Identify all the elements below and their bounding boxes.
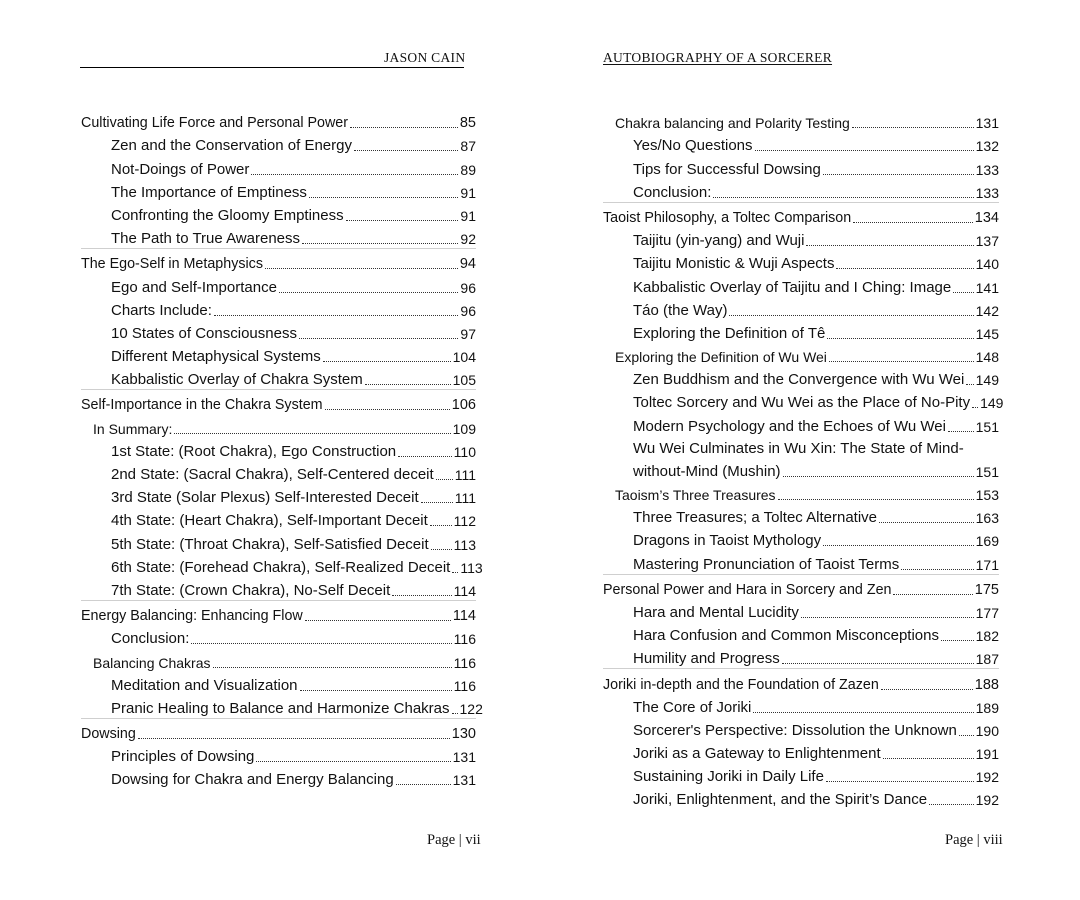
toc-entry-page: 92 — [460, 231, 476, 248]
page-number-right: Page | viii — [945, 832, 1003, 848]
toc-entry[interactable] — [603, 388, 1004, 412]
toc-entry-title: Zen Buddhism and the Convergence with Wu Wei — [633, 371, 965, 389]
toc-entry-page: 89 — [460, 161, 476, 178]
toc-entry[interactable] — [81, 413, 476, 436]
toc-entry-title: In Summary: — [93, 420, 173, 437]
running-head-author: JASON CAIN — [384, 50, 466, 65]
dot-leader — [883, 744, 974, 759]
dot-leader — [823, 531, 973, 546]
right-page — [540, 0, 1080, 900]
toc-entry-title: Cultivating Life Force and Personal Power — [81, 115, 349, 132]
toc-entry-title: Sorcerer's Perspective: Dissolution the Unknown — [633, 721, 957, 739]
toc-entry-title: Dragons in Taoist Mythology — [633, 532, 822, 550]
toc-entry-title: Kabbalistic Overlay of Chakra System — [111, 371, 363, 389]
toc-entry-page: 187 — [975, 651, 999, 668]
toc-entry-page: 116 — [453, 677, 476, 694]
toc-entry-page: 133 — [975, 161, 999, 178]
dot-leader — [829, 347, 974, 362]
toc-entry-title: 4th State: (Heart Chakra), Self-Important Deceit — [111, 512, 428, 530]
toc-entry-page: 94 — [459, 256, 476, 273]
toc-entry-page: 104 — [452, 349, 476, 366]
toc-entry[interactable] — [81, 272, 476, 295]
toc-entry[interactable] — [81, 365, 476, 388]
toc-entry-title: Joriki, Enlightenment, and the Spirit’s Dance — [633, 791, 928, 809]
dot-leader — [853, 208, 973, 223]
toc-entry-title: Hara Confusion and Common Misconceptions — [633, 627, 939, 645]
dot-leader — [778, 485, 974, 500]
dot-leader — [299, 324, 458, 339]
toc-entry-title: Humility and Progress — [633, 650, 780, 668]
dot-leader — [323, 347, 451, 362]
toc-entry-title: Modern Psychology and the Echoes of Wu Wei — [633, 417, 946, 435]
toc-entry-title: Exploring the Definition of Wu Wei — [615, 349, 827, 366]
toc-entry-page: 111 — [454, 467, 476, 483]
toc-entry[interactable] — [603, 296, 999, 319]
toc-entry-title: Ego and Self-Importance — [111, 278, 277, 296]
dot-leader — [753, 698, 973, 713]
toc-entry[interactable] — [603, 202, 999, 226]
dot-leader — [138, 724, 450, 739]
toc-entry-title: without-Mind (Mushin) — [633, 462, 781, 480]
toc-entry[interactable] — [81, 201, 476, 224]
toc-entry[interactable] — [603, 785, 999, 808]
toc-entry-page: 131 — [452, 772, 476, 789]
toc-entry[interactable] — [81, 178, 476, 201]
toc-entry-page: 190 — [975, 722, 999, 739]
toc-entry[interactable] — [603, 644, 999, 667]
toc-entry-title: 3rd State (Solar Plexus) Self-Interested Deceit — [111, 489, 419, 507]
toc-entry-title: Not-Doings of Power — [111, 160, 250, 178]
toc-entry[interactable] — [81, 600, 476, 624]
toc-entry-page: 131 — [975, 115, 999, 132]
page-number-left: Page | vii — [427, 832, 481, 848]
dot-leader — [801, 603, 974, 618]
toc-entry-title: Taijitu (yin-yang) and Wuji — [633, 232, 805, 250]
toc-entry[interactable] — [81, 460, 476, 483]
dot-leader — [214, 301, 459, 316]
toc-entry[interactable] — [81, 108, 476, 131]
toc-entry[interactable] — [81, 576, 476, 599]
toc-entry-page: 85 — [459, 115, 476, 132]
toc-entry-page: 133 — [975, 184, 999, 201]
toc-entry-page: 110 — [453, 443, 476, 460]
toc-entry-page: 113 — [460, 559, 483, 576]
toc-list-right — [603, 108, 1004, 809]
dot-leader — [350, 113, 458, 128]
toc-entry-title: 6th State: (Forehead Chakra), Self-Realized Deceit — [111, 558, 451, 576]
toc-entry-title: Dowsing — [81, 726, 136, 743]
toc-entry[interactable] — [603, 226, 999, 249]
toc-entry[interactable] — [81, 742, 476, 765]
toc-entry[interactable] — [603, 342, 999, 365]
toc-entry-page: 96 — [460, 279, 476, 296]
toc-entry[interactable] — [603, 739, 999, 762]
toc-entry-title: Yes/No Questions — [633, 137, 753, 155]
toc-entry-page: 182 — [975, 628, 999, 645]
toc-entry-title: Energy Balancing: Enhancing Flow — [81, 608, 303, 625]
toc-entry-page: 134 — [974, 209, 999, 226]
toc-entry[interactable] — [81, 296, 476, 319]
toc-entry-page: 122 — [459, 700, 483, 717]
toc-entry[interactable] — [603, 503, 999, 526]
dot-leader — [827, 324, 973, 339]
toc-entry-title: Chakra balancing and Polarity Testing — [615, 115, 850, 132]
toc-entry[interactable] — [603, 762, 999, 785]
toc-entry-title: Toltec Sorcery and Wu Wei as the Place of No-Pity — [633, 394, 971, 412]
dot-leader — [852, 113, 974, 128]
running-head-title: AUTOBIOGRAPHY OF A SORCERER — [603, 50, 833, 65]
toc-entry-page: 105 — [452, 372, 476, 389]
toc-entry-page: 192 — [975, 769, 999, 786]
toc-entry[interactable] — [81, 389, 476, 413]
toc-entry-title: Exploring the Definition of Tê — [633, 324, 826, 342]
toc-entry-page: 116 — [453, 654, 476, 671]
toc-entry[interactable] — [603, 716, 999, 739]
dot-leader — [966, 370, 973, 385]
dot-leader — [755, 136, 974, 151]
toc-entry[interactable] — [603, 154, 999, 177]
toc-entry[interactable] — [81, 624, 476, 647]
toc-entry-page: 192 — [975, 792, 999, 809]
dot-leader — [396, 770, 451, 785]
toc-entry-title: The Path to True Awareness — [111, 230, 301, 248]
toc-entry-title: Three Treasures; a Toltec Alternative — [633, 509, 878, 527]
toc-entry-title: Sustaining Joriki in Daily Life — [633, 768, 824, 786]
toc-entry[interactable] — [81, 342, 476, 365]
toc-entry[interactable] — [603, 435, 999, 457]
toc-entry-page: 177 — [975, 604, 999, 621]
dot-leader — [213, 653, 452, 668]
dot-leader — [953, 278, 973, 293]
toc-entry-page: 131 — [452, 749, 476, 766]
dot-leader — [309, 183, 458, 198]
toc-entry-page: 141 — [975, 279, 999, 296]
toc-entry-title: 5th State: (Throat Chakra), Self-Satisfied Deceit — [111, 535, 429, 553]
toc-entry-page: 106 — [451, 397, 476, 414]
toc-entry[interactable] — [603, 411, 999, 434]
toc-entry-title: Taijitu Monistic & Wuji Aspects — [633, 255, 835, 273]
toc-entry-page: 149 — [980, 395, 1004, 412]
toc-entry-page: 111 — [454, 490, 476, 507]
toc-entry[interactable] — [603, 668, 999, 692]
toc-entry-title: Taoism’s Three Treasures — [615, 487, 776, 503]
toc-entry-title: Conclusion: — [111, 630, 190, 648]
dot-leader — [972, 393, 978, 408]
dot-leader — [398, 442, 452, 457]
dot-leader — [929, 790, 974, 805]
toc-entry[interactable] — [603, 480, 999, 503]
dot-leader — [823, 160, 974, 175]
toc-entry-title: Different Metaphysical Systems — [111, 348, 321, 366]
dot-leader — [305, 606, 451, 621]
toc-entry-title: 1st State: (Root Chakra), Ego Construction — [111, 442, 397, 460]
toc-entry[interactable] — [603, 131, 999, 154]
dot-leader — [729, 301, 973, 316]
toc-entry-title: Joriki as a Gateway to Enlightenment — [633, 745, 881, 763]
dot-leader — [783, 462, 974, 477]
dot-leader — [713, 183, 973, 198]
toc-entry-title: Táo (the Way) — [633, 301, 728, 319]
toc-entry[interactable] — [81, 437, 476, 460]
toc-entry[interactable] — [81, 154, 476, 177]
dot-leader — [346, 206, 459, 221]
toc-entry[interactable] — [81, 765, 476, 788]
toc-entry[interactable] — [603, 526, 999, 549]
toc-entry[interactable] — [603, 598, 999, 621]
dot-leader — [279, 278, 458, 293]
toc-entry-title: Meditation and Visualization — [111, 676, 298, 694]
dot-leader — [421, 488, 453, 503]
toc-entry[interactable] — [603, 621, 999, 644]
dot-leader — [191, 629, 451, 644]
toc-entry-page: 130 — [451, 726, 476, 743]
toc-entry-title: Kabbalistic Overlay of Taijitu and I Ching: Image — [633, 278, 952, 296]
toc-entry-title: 2nd State: (Sacral Chakra), Self-Centered deceit — [111, 466, 434, 483]
toc-entry[interactable] — [81, 319, 476, 342]
toc-entry-title: The Core of Joriki — [633, 698, 752, 716]
dot-leader — [901, 555, 973, 570]
toc-entry-page: 109 — [452, 420, 476, 437]
dot-leader — [265, 254, 458, 269]
toc-entry-page: 175 — [974, 581, 999, 598]
toc-entry[interactable] — [603, 574, 999, 598]
dot-leader — [959, 721, 974, 736]
toc-entry[interactable] — [81, 553, 483, 576]
toc-entry-title: Pranic Healing to Balance and Harmonize Chakras — [111, 699, 450, 717]
toc-entry-title: Zen and the Conservation of Energy — [111, 137, 352, 155]
toc-entry-page: 163 — [975, 510, 999, 527]
toc-entry-page: 145 — [975, 325, 999, 342]
dot-leader — [881, 675, 973, 690]
toc-entry[interactable] — [603, 178, 999, 201]
toc-entry-page: 112 — [453, 513, 476, 530]
toc-entry[interactable] — [81, 694, 483, 717]
dot-leader — [300, 676, 452, 691]
toc-entry[interactable] — [603, 108, 999, 131]
toc-entry[interactable] — [81, 647, 476, 670]
toc-entry-page: 96 — [460, 302, 476, 319]
toc-entry[interactable] — [603, 272, 999, 295]
toc-entry-page: 87 — [460, 138, 476, 155]
dot-leader — [826, 767, 974, 782]
toc-entry-page: 114 — [452, 608, 476, 625]
toc-entry-page: 132 — [975, 138, 999, 155]
toc-entry-page: 140 — [975, 256, 999, 273]
header-rule — [80, 67, 464, 68]
toc-entry-page: 189 — [975, 699, 999, 716]
toc-entry-title: 7th State: (Crown Chakra), No-Self Deceit — [111, 581, 391, 599]
dot-leader — [302, 229, 458, 244]
toc-entry-page: 116 — [453, 631, 476, 648]
toc-entry-title: Principles of Dowsing — [111, 748, 255, 766]
toc-entry[interactable] — [603, 457, 999, 480]
dot-leader — [836, 254, 973, 269]
toc-entry-title: 10 States of Consciousness — [111, 324, 297, 342]
toc-entry-title: Self-Importance in the Chakra System — [81, 397, 323, 414]
toc-entry[interactable] — [603, 549, 999, 572]
toc-entry[interactable] — [81, 718, 476, 742]
toc-entry-title: Dowsing for Chakra and Energy Balancing — [111, 771, 394, 789]
toc-list-left — [81, 108, 483, 789]
dot-leader — [806, 231, 973, 246]
toc-entry[interactable] — [603, 249, 999, 272]
toc-entry[interactable] — [81, 483, 476, 506]
dot-leader — [354, 136, 458, 151]
toc-entry-page: 113 — [453, 536, 476, 553]
toc-entry-page: 153 — [975, 487, 999, 503]
toc-entry[interactable] — [81, 529, 476, 552]
toc-entry-title: Personal Power and Hara in Sorcery and Zen — [603, 581, 892, 598]
toc-entry-page: 151 — [975, 463, 999, 480]
toc-entry-title: Tips for Successful Dowsing — [633, 160, 821, 178]
dot-leader — [174, 419, 450, 434]
toc-entry-title: The Ego-Self in Metaphysics — [81, 256, 263, 273]
toc-entry-page: 171 — [975, 556, 999, 573]
toc-entry[interactable] — [81, 224, 476, 247]
toc-entry-page: 91 — [460, 184, 476, 201]
toc-entry-page: 148 — [975, 349, 999, 366]
toc-entry[interactable] — [603, 319, 999, 342]
toc-entry[interactable] — [81, 671, 476, 694]
toc-entry[interactable] — [81, 248, 476, 272]
dot-leader — [365, 370, 451, 385]
dot-leader — [452, 558, 458, 573]
dot-leader — [256, 747, 450, 762]
toc-entry-page: 142 — [975, 302, 999, 319]
toc-entry-title: Conclusion: — [633, 183, 712, 201]
dot-leader — [392, 581, 451, 596]
dot-leader — [893, 580, 972, 595]
dot-leader — [251, 160, 458, 175]
toc-entry-title: Joriki in-depth and the Foundation of Zazen — [603, 676, 879, 693]
dot-leader — [782, 649, 974, 664]
dot-leader — [430, 511, 452, 526]
toc-entry-title: Charts Include: — [111, 301, 212, 319]
toc-entry-title: Balancing Chakras — [93, 654, 211, 671]
toc-entry-page: 151 — [975, 418, 999, 435]
toc-entry-page: 169 — [975, 533, 999, 550]
toc-entry-title: Wu Wei Culminates in Wu Xin: The State of Mind- — [633, 439, 964, 457]
dot-leader — [431, 535, 452, 550]
toc-entry-title: The Importance of Emptiness — [111, 183, 307, 201]
toc-entry-page: 137 — [975, 233, 999, 250]
toc-entry-page: 91 — [460, 207, 476, 224]
toc-entry-title: Mastering Pronunciation of Taoist Terms — [633, 555, 900, 573]
toc-entry-page: 191 — [975, 746, 999, 763]
toc-entry-page: 97 — [460, 325, 476, 342]
dot-leader — [879, 508, 974, 523]
dot-leader — [948, 417, 974, 432]
toc-entry-title: Taoist Philosophy, a Toltec Comparison — [603, 209, 852, 226]
dot-leader — [436, 465, 453, 480]
dot-leader — [452, 699, 458, 714]
toc-entry-title: Confronting the Gloomy Emptiness — [111, 206, 344, 224]
toc-entry[interactable] — [603, 693, 999, 716]
dot-leader — [325, 395, 450, 410]
toc-entry-page: 114 — [453, 582, 476, 599]
toc-entry[interactable] — [81, 506, 476, 529]
toc-entry-title: Hara and Mental Lucidity — [633, 603, 799, 621]
dot-leader — [941, 626, 974, 641]
toc-entry[interactable] — [603, 365, 999, 388]
toc-entry[interactable] — [81, 131, 476, 154]
toc-entry-page: 188 — [974, 676, 999, 693]
toc-entry-page: 149 — [975, 372, 999, 389]
